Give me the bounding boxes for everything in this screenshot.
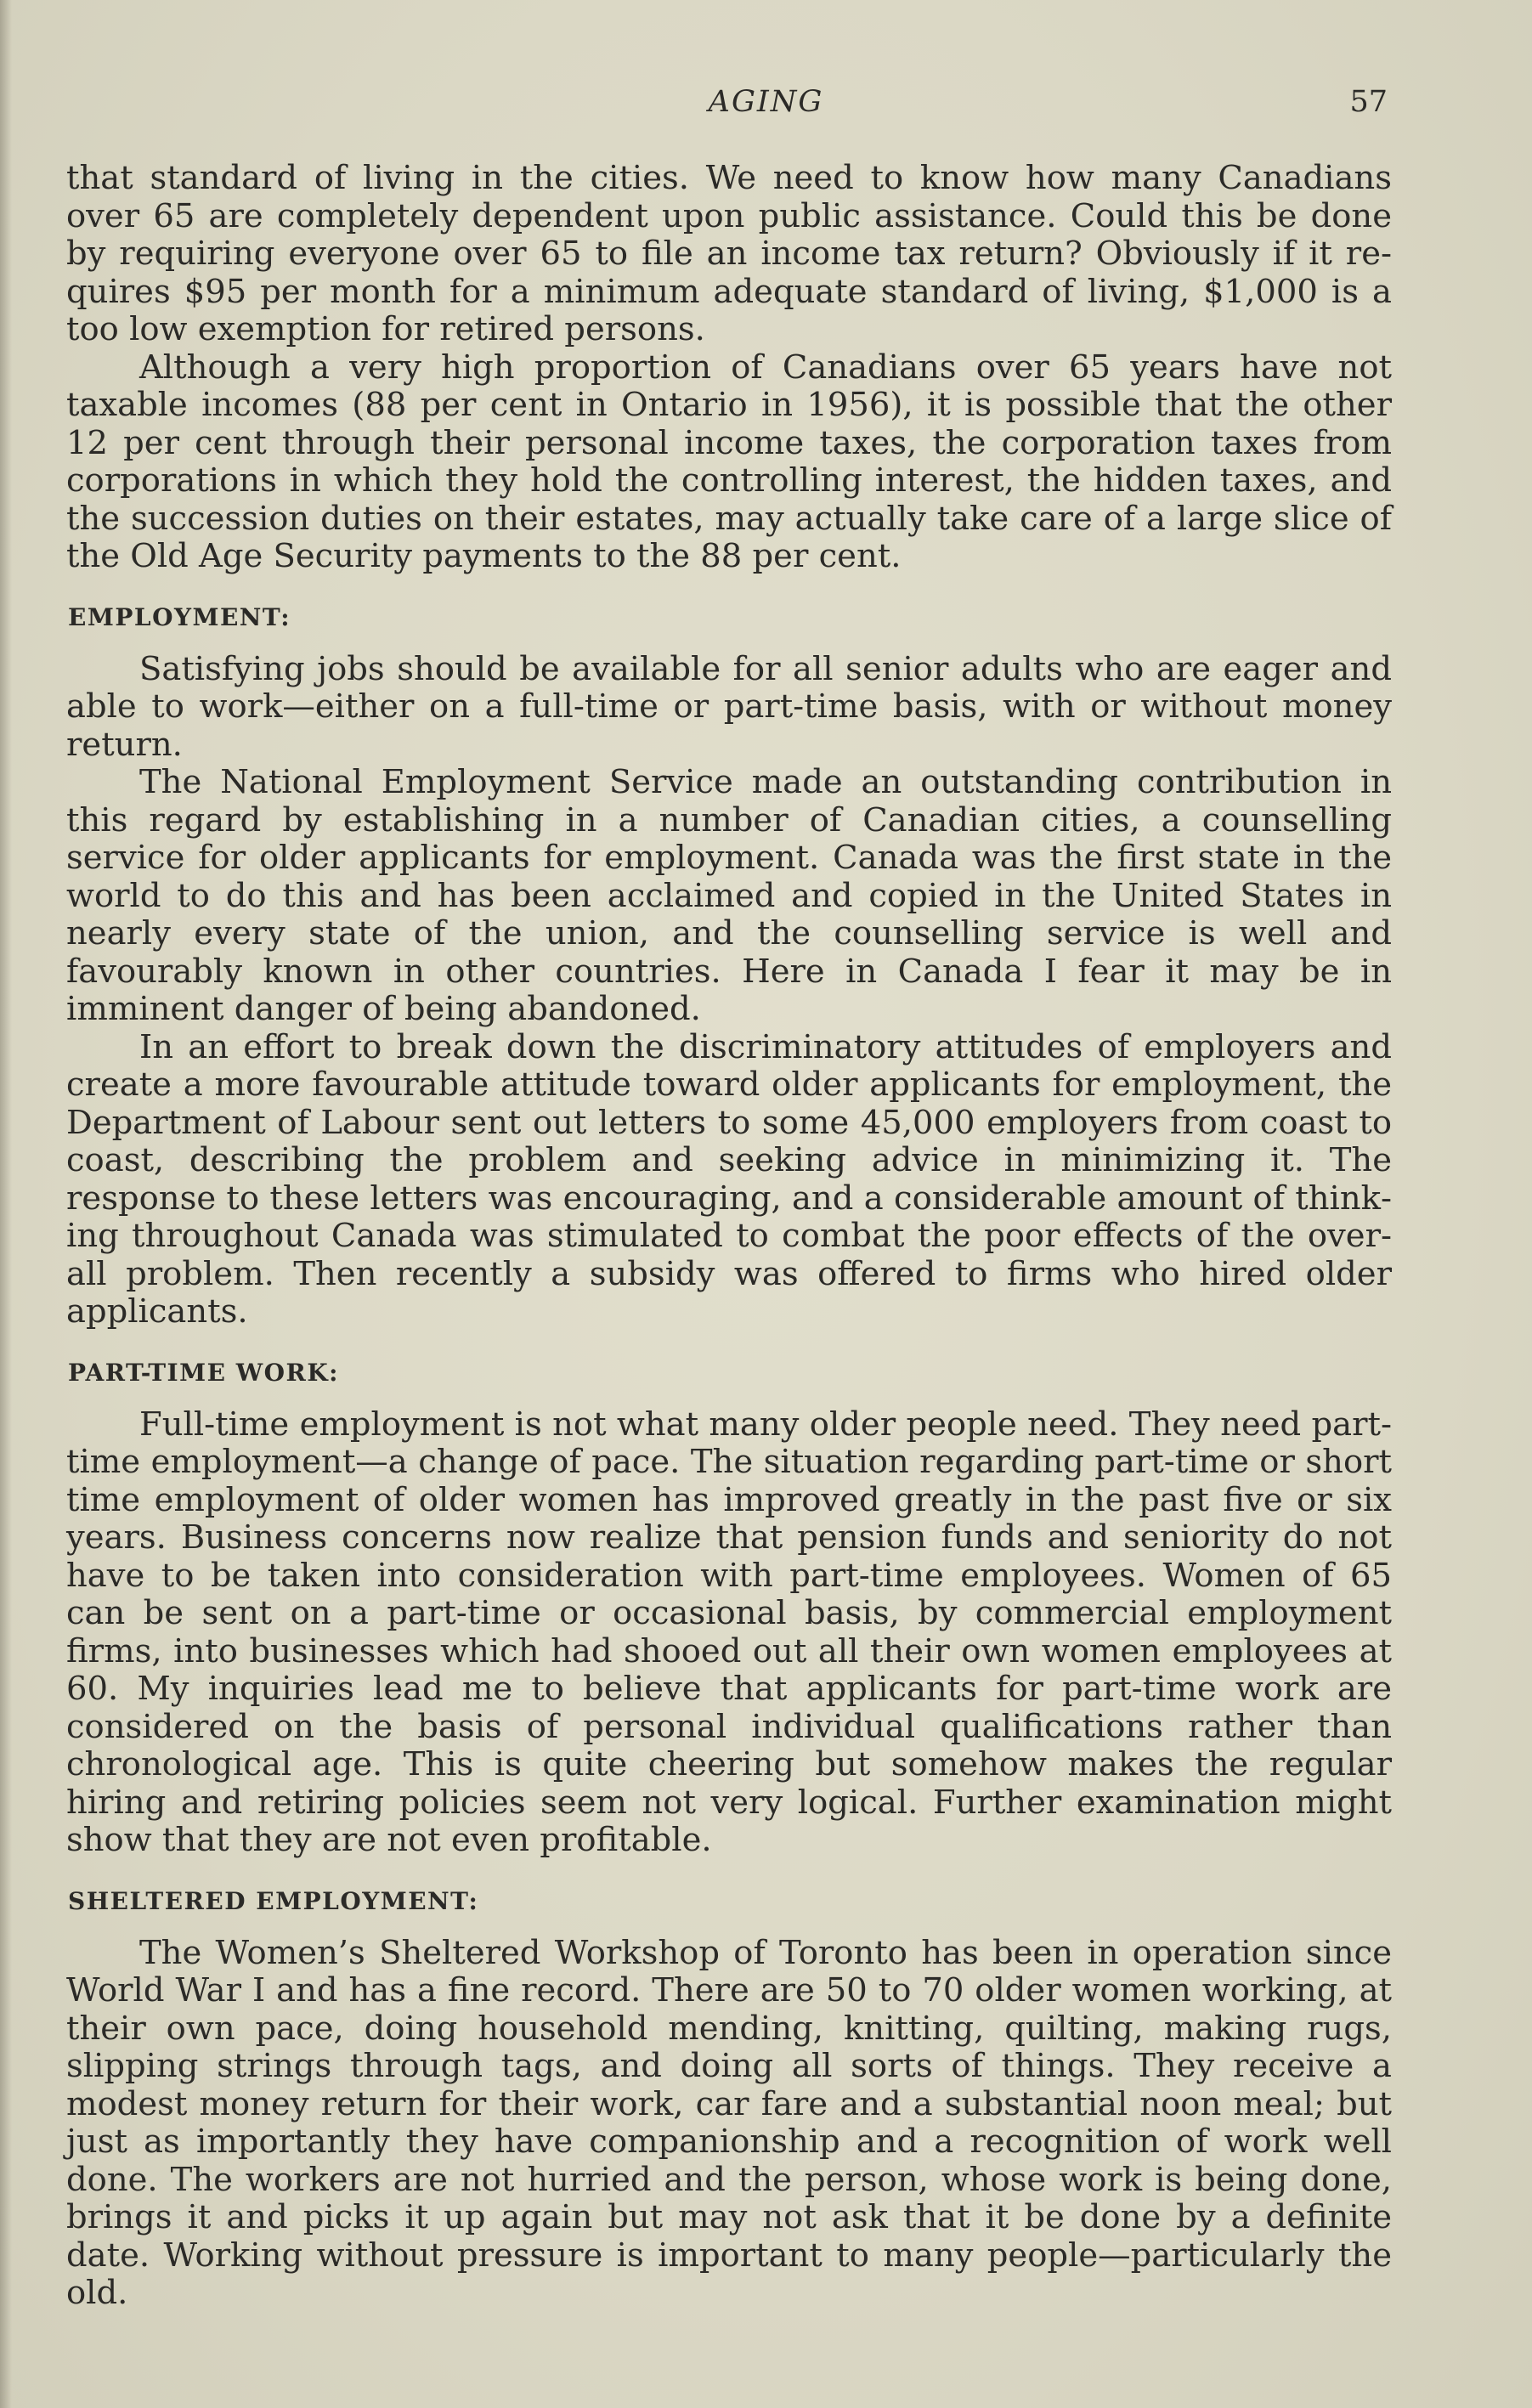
section-heading-part-time-work: PART-TIME WORK:: [68, 1358, 340, 1387]
paragraph: Satisfying jobs should be available for all senior adults who are eager and able to work—either on a full-time or part-time basis, with or without money return.: [66, 649, 1392, 764]
page-number: 57: [1349, 85, 1388, 119]
running-title: AGING: [708, 85, 824, 119]
paragraph: The Women’s Sheltered Workshop of Toronto has been in operation since World War I and has a fine record. There are 50 to 70 older women working, at their own pace, doing household mending, knitting, quilting, making rugs, slipping strings through tags, and doing all sorts of things. They receive a modest money return for their work, car fare and a substantial noon meal; but just as importantly they have companionship and a recognition of work well done. The workers are not hurried and the person, whose work is being done, brings it and picks it up again but may not ask that it be done by a definite date. Working without pressure is important to many people—particularly the old.: [66, 1933, 1392, 2312]
running-header: [0, 85, 1532, 127]
paragraph: that standard of living in the cities. We need to know how many Canadians over 65 are completely dependent upon public assistance. Could this be done by requiring everyone over 65 to file an income tax return? Obviously if it requires $95 per month for a minimum adequate standard of living, $1,000 is a too low exemption for retired persons.: [66, 159, 1392, 348]
page-gutter-shadow: [0, 0, 12, 2408]
body-text: [66, 160, 1392, 2313]
paragraph: In an effort to break down the discriminatory attitudes of employers and create a more favourable attitude toward older applicants for employment, the Department of Labour sent out letters to some 45,000 employers from coast to coast, describing the problem and seeking advice in minimizing it. The response to these letters was encouraging, and a considerable amount of thinking throughout Canada was stimulated to combat the poor effects of the over-all problem. Then recently a subsidy was offered to firms who hired older applicants.: [66, 1027, 1392, 1331]
paragraph: The National Employment Service made an outstanding contribution in this regard by establishing in a number of Canadian cities, a counselling service for older applicants for employment. Canada was the first state in the world to do this and has been acclaimed and copied in the United States in nearly every state of the union, and the counselling service is well and favourably known in other countries. Here in Canada I fear it may be in imminent danger of being abandoned.: [66, 763, 1392, 1028]
paragraph: Although a very high proportion of Canadians over 65 years have not taxable incomes (88 per cent in Ontario in 1956), it is possible that the other 12 per cent through their personal income taxes, the corporation taxes from corporations in which they hold the controlling interest, the hidden taxes, and the succession duties on their estates, may actually take care of a large slice of the Old Age Security payments to the 88 per cent.: [66, 348, 1392, 575]
paragraph: Full-time employment is not what many older people need. They need part-time employment—a change of pace. The situation regarding part-time or short time employment of older women has improved greatly in the past five or six years. Business concerns now realize that pension funds and seniority do not have to be taken into consideration with part-time employees. Women of 65 can be sent on a part-time or occasional basis, by commercial employment firms, into businesses which had shooed out all their own women employees at 60. My inquiries lead me to believe that applicants for part-time work are considered on the basis of personal individual qualifications rather than chronological age. This is quite cheering but somehow makes the regular hiring and retiring policies seem not very logical. Further examination might show that they are not even profitable.: [66, 1405, 1392, 1859]
section-heading-employment: EMPLOYMENT:: [68, 602, 291, 631]
section-heading-sheltered-employment: SHELTERED EMPLOYMENT:: [68, 1886, 479, 1915]
